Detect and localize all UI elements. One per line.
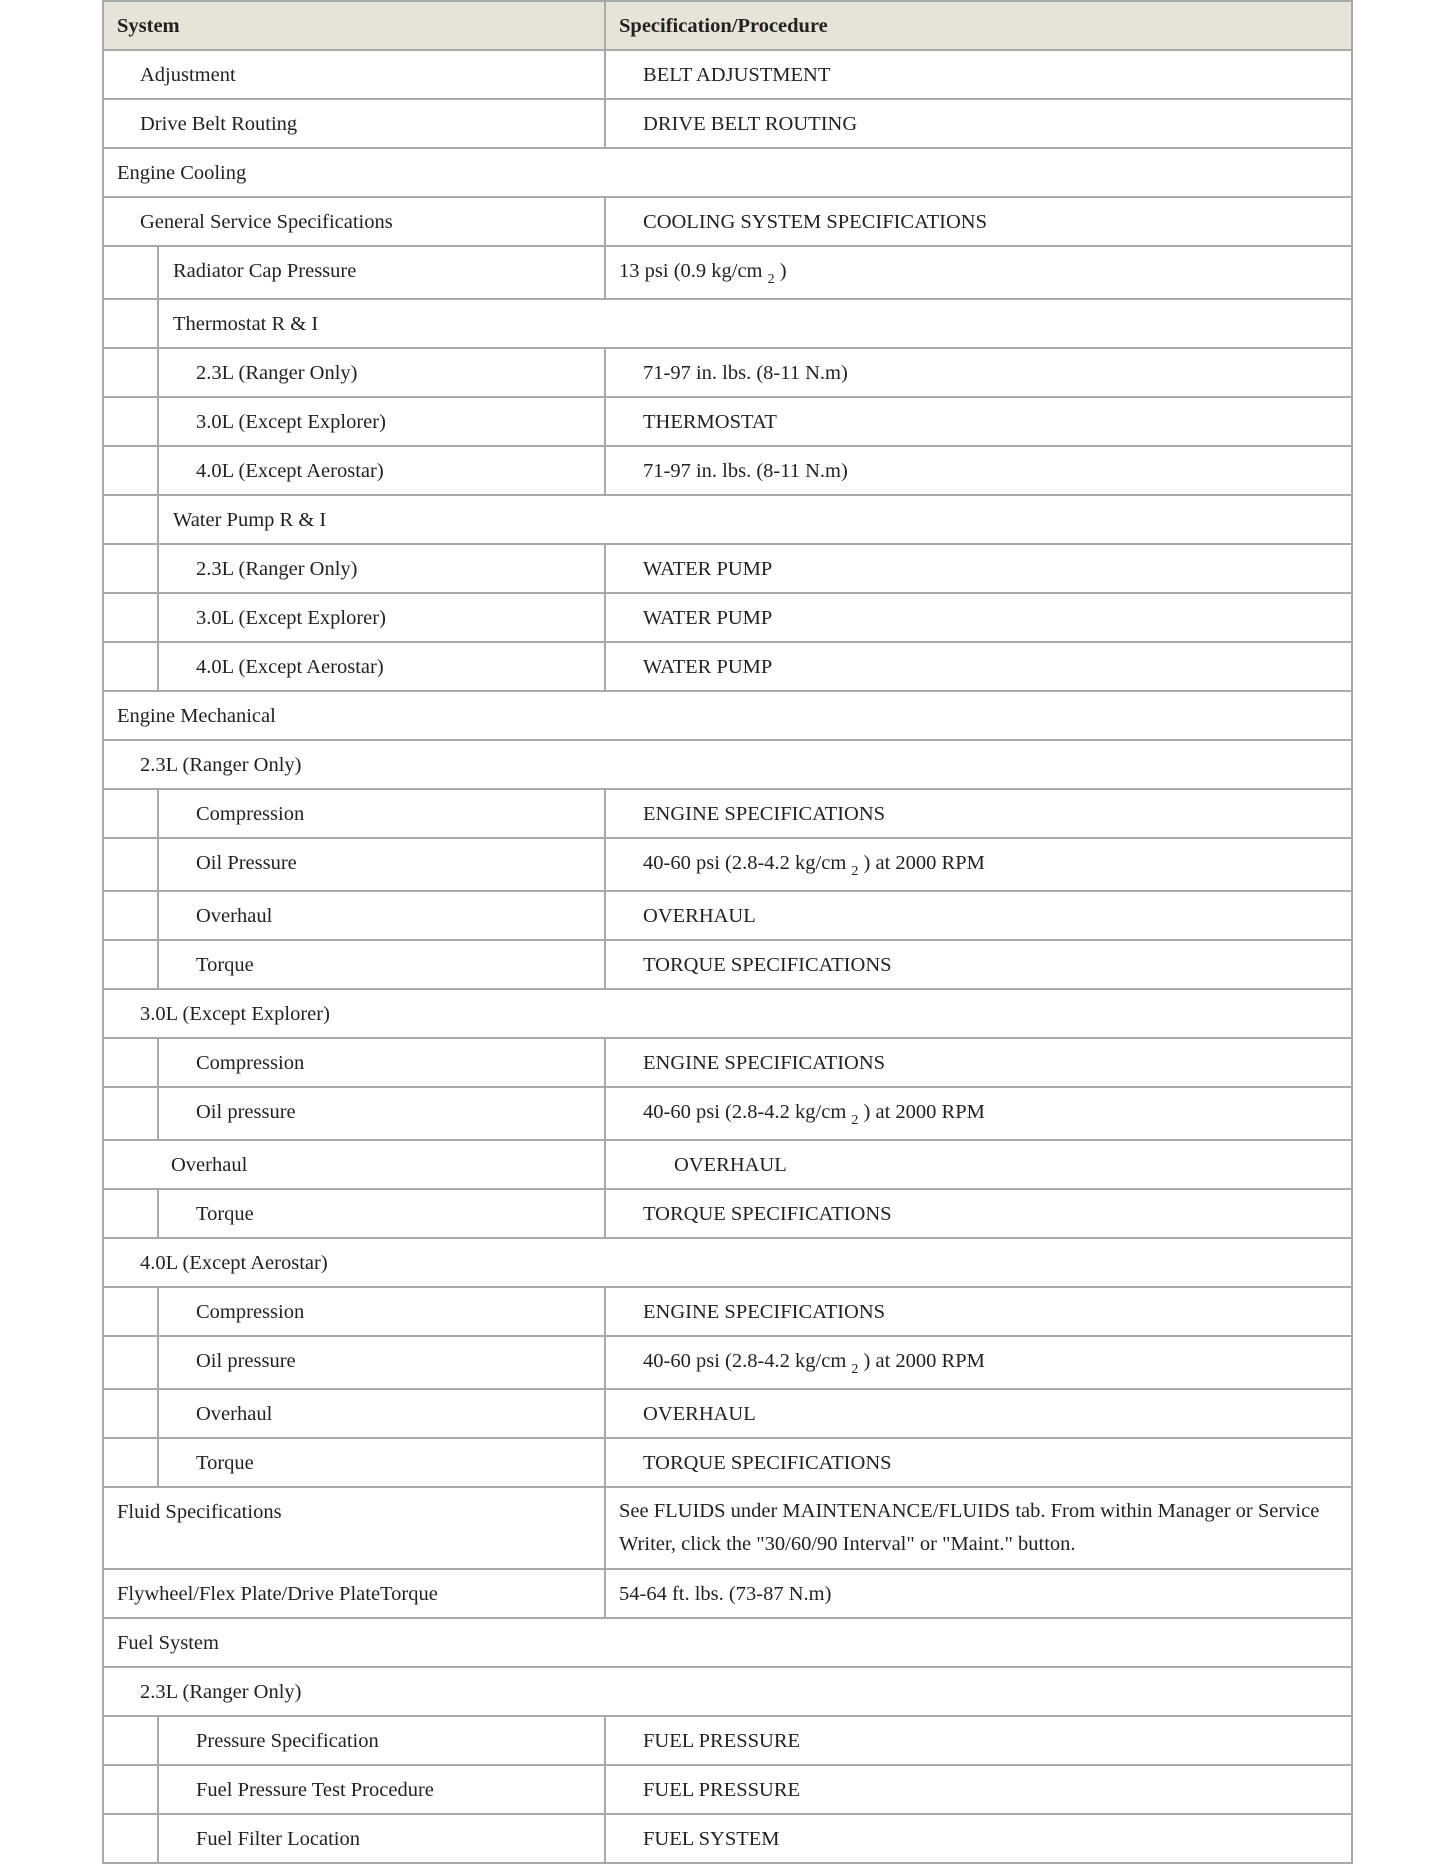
subsection-cell: Thermostat R & I bbox=[158, 299, 1352, 348]
spec-cell: 40-60 psi (2.8-4.2 kg/cm $_2$ ) at 2000 RPM bbox=[605, 838, 1352, 891]
spec-cell: DRIVE BELT ROUTING bbox=[605, 99, 1352, 148]
system-cell: Compression bbox=[158, 1287, 605, 1336]
subsection-row bbox=[103, 1667, 1352, 1716]
table-row bbox=[103, 446, 1352, 495]
spec-cell: TORQUE SPECIFICATIONS bbox=[605, 1189, 1352, 1238]
spec-cell: OVERHAUL bbox=[605, 891, 1352, 940]
table-row bbox=[103, 50, 1352, 99]
subsection-cell: 4.0L (Except Aerostar) bbox=[103, 1238, 1352, 1287]
system-cell: Fuel Filter Location bbox=[158, 1814, 605, 1863]
system-cell: Overhaul bbox=[158, 891, 605, 940]
table-row bbox=[103, 348, 1352, 397]
system-cell: Flywheel/Flex Plate/Drive PlateTorque bbox=[103, 1569, 605, 1618]
spec-cell: FUEL PRESSURE bbox=[605, 1716, 1352, 1765]
table-row bbox=[103, 197, 1352, 246]
indent-cell bbox=[103, 891, 158, 940]
spec-cell: 54-64 ft. lbs. (73-87 N.m) bbox=[605, 1569, 1352, 1618]
table-row bbox=[103, 789, 1352, 838]
table-row bbox=[103, 1569, 1352, 1618]
system-cell: Torque bbox=[158, 940, 605, 989]
table-row bbox=[103, 246, 1352, 299]
table-row bbox=[103, 593, 1352, 642]
spec-cell: See FLUIDS under MAINTENANCE/FLUIDS tab. From within Manager or Service Writer, click the "30/60/90 Interval" or "Maint." button. bbox=[605, 1487, 1352, 1569]
indent-cell bbox=[103, 446, 158, 495]
header-system: System bbox=[103, 1, 605, 50]
subsection-row bbox=[103, 495, 1352, 544]
system-cell: 4.0L (Except Aerostar) bbox=[158, 642, 605, 691]
section-cell: Engine Mechanical bbox=[103, 691, 1352, 740]
section-row bbox=[103, 148, 1352, 197]
table-row bbox=[103, 397, 1352, 446]
system-cell: 4.0L (Except Aerostar) bbox=[158, 446, 605, 495]
indent-cell bbox=[103, 1765, 158, 1814]
spec-cell: WATER PUMP bbox=[605, 593, 1352, 642]
system-cell: Overhaul bbox=[103, 1140, 605, 1189]
table-row bbox=[103, 891, 1352, 940]
subsection-cell: 2.3L (Ranger Only) bbox=[103, 740, 1352, 789]
spec-cell: 71-97 in. lbs. (8-11 N.m) bbox=[605, 348, 1352, 397]
spec-cell: OVERHAUL bbox=[605, 1140, 1352, 1189]
subsection-cell: 3.0L (Except Explorer) bbox=[103, 989, 1352, 1038]
spec-cell: ENGINE SPECIFICATIONS bbox=[605, 1287, 1352, 1336]
table-row bbox=[103, 1814, 1352, 1863]
system-cell: Pressure Specification bbox=[158, 1716, 605, 1765]
indent-cell bbox=[103, 1438, 158, 1487]
system-cell: Adjustment bbox=[103, 50, 605, 99]
spec-cell: ENGINE SPECIFICATIONS bbox=[605, 1038, 1352, 1087]
table-row bbox=[103, 1716, 1352, 1765]
spec-cell: WATER PUMP bbox=[605, 642, 1352, 691]
system-cell: Torque bbox=[158, 1438, 605, 1487]
system-cell: Oil pressure bbox=[158, 1336, 605, 1389]
header-spec: Specification/Procedure bbox=[605, 1, 1352, 50]
indent-cell bbox=[103, 348, 158, 397]
indent-cell bbox=[103, 1389, 158, 1438]
system-cell: Fluid Specifications bbox=[103, 1487, 605, 1569]
spec-cell: TORQUE SPECIFICATIONS bbox=[605, 940, 1352, 989]
table-row bbox=[103, 642, 1352, 691]
section-cell: Engine Cooling bbox=[103, 148, 1352, 197]
table-row bbox=[103, 1389, 1352, 1438]
spec-cell: WATER PUMP bbox=[605, 544, 1352, 593]
table-row bbox=[103, 940, 1352, 989]
subsection-row bbox=[103, 1238, 1352, 1287]
table-row bbox=[103, 1189, 1352, 1238]
table-row bbox=[103, 838, 1352, 891]
indent-cell bbox=[103, 1287, 158, 1336]
indent-cell bbox=[103, 495, 158, 544]
indent-cell bbox=[103, 1336, 158, 1389]
system-cell: Overhaul bbox=[158, 1389, 605, 1438]
table-row bbox=[103, 99, 1352, 148]
system-cell: 3.0L (Except Explorer) bbox=[158, 397, 605, 446]
system-cell: 2.3L (Ranger Only) bbox=[158, 348, 605, 397]
table-row bbox=[103, 1487, 1352, 1569]
spec-cell: COOLING SYSTEM SPECIFICATIONS bbox=[605, 197, 1352, 246]
system-cell: General Service Specifications bbox=[103, 197, 605, 246]
spec-cell: 40-60 psi (2.8-4.2 kg/cm $_2$ ) at 2000 RPM bbox=[605, 1087, 1352, 1140]
subsection-row bbox=[103, 740, 1352, 789]
system-cell: 2.3L (Ranger Only) bbox=[158, 544, 605, 593]
indent-cell bbox=[103, 1716, 158, 1765]
indent-cell bbox=[103, 838, 158, 891]
indent-cell bbox=[103, 642, 158, 691]
system-cell: Oil Pressure bbox=[158, 838, 605, 891]
section-row bbox=[103, 691, 1352, 740]
spec-cell: 13 psi (0.9 kg/cm $_2$ ) bbox=[605, 246, 1352, 299]
indent-cell bbox=[103, 593, 158, 642]
section-cell: Fuel System bbox=[103, 1618, 1352, 1667]
subsection-cell: 2.3L (Ranger Only) bbox=[103, 1667, 1352, 1716]
spec-cell: 71-97 in. lbs. (8-11 N.m) bbox=[605, 446, 1352, 495]
indent-cell bbox=[103, 1038, 158, 1087]
table-row bbox=[103, 1087, 1352, 1140]
system-cell: Fuel Pressure Test Procedure bbox=[158, 1765, 605, 1814]
indent-cell bbox=[103, 397, 158, 446]
indent-cell bbox=[103, 1087, 158, 1140]
indent-cell bbox=[103, 1189, 158, 1238]
table-row bbox=[103, 544, 1352, 593]
indent-cell bbox=[103, 299, 158, 348]
system-cell: Torque bbox=[158, 1189, 605, 1238]
table-row bbox=[103, 1765, 1352, 1814]
indent-cell bbox=[103, 940, 158, 989]
indent-cell bbox=[103, 789, 158, 838]
spec-cell: THERMOSTAT bbox=[605, 397, 1352, 446]
system-cell: Oil pressure bbox=[158, 1087, 605, 1140]
indent-cell bbox=[103, 1814, 158, 1863]
indent-cell bbox=[103, 246, 158, 299]
system-cell: Compression bbox=[158, 789, 605, 838]
spec-cell: TORQUE SPECIFICATIONS bbox=[605, 1438, 1352, 1487]
spec-cell: OVERHAUL bbox=[605, 1389, 1352, 1438]
subsection-row bbox=[103, 299, 1352, 348]
indent-cell bbox=[103, 544, 158, 593]
specification-table bbox=[102, 0, 1353, 1864]
spec-cell: 40-60 psi (2.8-4.2 kg/cm $_2$ ) at 2000 RPM bbox=[605, 1336, 1352, 1389]
table-row bbox=[103, 1438, 1352, 1487]
system-cell: Drive Belt Routing bbox=[103, 99, 605, 148]
subsection-row bbox=[103, 989, 1352, 1038]
spec-cell: BELT ADJUSTMENT bbox=[605, 50, 1352, 99]
table-row bbox=[103, 1287, 1352, 1336]
table-row bbox=[103, 1038, 1352, 1087]
spec-cell: ENGINE SPECIFICATIONS bbox=[605, 789, 1352, 838]
system-cell: Radiator Cap Pressure bbox=[158, 246, 605, 299]
spec-cell: FUEL SYSTEM bbox=[605, 1814, 1352, 1863]
table-header-row bbox=[103, 1, 1352, 50]
table-row bbox=[103, 1140, 1352, 1189]
spec-cell: FUEL PRESSURE bbox=[605, 1765, 1352, 1814]
section-row bbox=[103, 1618, 1352, 1667]
system-cell: 3.0L (Except Explorer) bbox=[158, 593, 605, 642]
table-row bbox=[103, 1336, 1352, 1389]
system-cell: Compression bbox=[158, 1038, 605, 1087]
subsection-cell: Water Pump R & I bbox=[158, 495, 1352, 544]
